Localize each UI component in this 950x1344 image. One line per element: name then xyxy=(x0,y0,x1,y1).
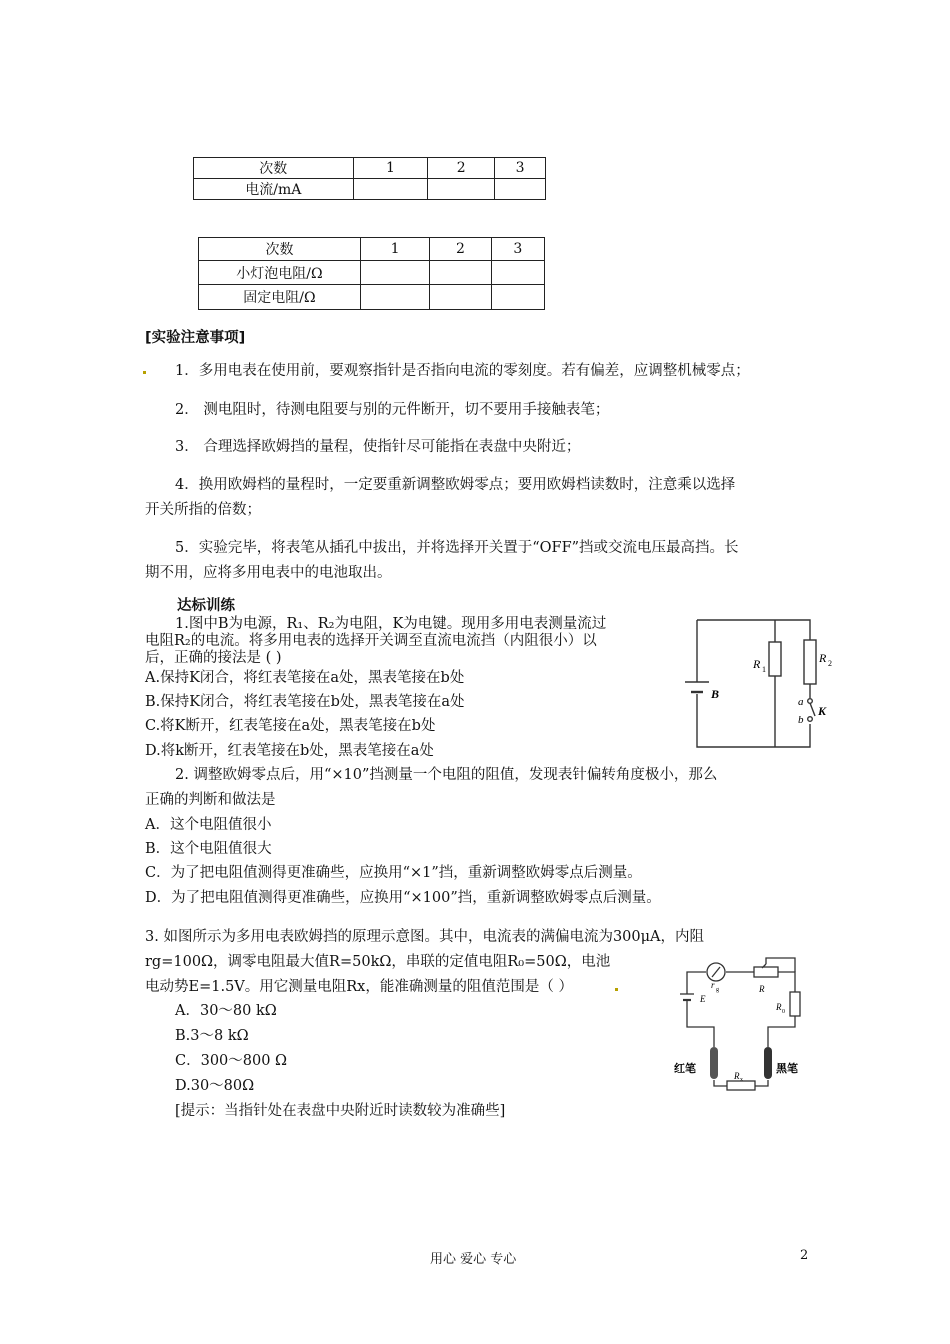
row-label: 电流/mA xyxy=(194,179,354,200)
table-cell xyxy=(430,261,491,285)
option-d: D.将k断开，红表笔接在b处，黑表笔接在a处 xyxy=(145,743,434,759)
hint: [提示：当指针处在表盘中央附近时读数较为准确些] xyxy=(175,1103,506,1119)
note-item: 2． 测电阻时，待测电阻要与别的元件断开，切不要用手接触表笔； xyxy=(175,402,610,418)
label-rg: r xyxy=(711,980,715,990)
footer-text: 用心 爱心 专心 xyxy=(430,1252,517,1267)
label-a: a xyxy=(798,696,804,708)
table-cell xyxy=(353,179,428,200)
table-cell xyxy=(491,261,544,285)
row-label: 固定电阻/Ω xyxy=(199,285,361,310)
marker-dot xyxy=(143,371,146,374)
question-1-line: 后，正确的接法是 ( ) xyxy=(145,650,282,666)
table-row xyxy=(199,238,545,261)
option-b: B.保持K闭合，将红表笔接在b处，黑表笔接在a处 xyxy=(145,694,465,710)
table-cell xyxy=(491,285,544,310)
table-header: 1 xyxy=(353,158,428,179)
label-r2-sub: 2 xyxy=(828,659,832,668)
option-b: B．这个电阻值很大 xyxy=(145,841,272,857)
option-b: B.3～8 kΩ xyxy=(175,1028,249,1044)
table-header: 次数 xyxy=(199,238,361,261)
label-r1: R xyxy=(753,657,761,671)
note-item: 期不用，应将多用电表中的电池取出。 xyxy=(145,565,392,581)
option-d: D.30～80Ω xyxy=(175,1078,255,1094)
row-label: 小灯泡电阻/Ω xyxy=(199,261,361,285)
label-k: K xyxy=(818,704,827,718)
note-item: 4．换用欧姆档的量程时，一定要重新调整欧姆零点；要用欧姆档读数时，注意乘以选择 xyxy=(175,477,736,493)
table-header: 次数 xyxy=(194,158,354,179)
option-a: A．这个电阻值很小 xyxy=(145,817,272,833)
question-3-line: 3. 如图所示为多用电表欧姆挡的原理示意图。其中，电流表的满偏电流为300μA，内阻 xyxy=(145,929,705,945)
label-rx-sub: x xyxy=(740,1077,743,1083)
page-number: 2 xyxy=(800,1248,809,1263)
table-cell xyxy=(430,285,491,310)
table-header: 2 xyxy=(430,238,491,261)
question-2-line: 正确的判断和做法是 xyxy=(145,792,276,808)
question-2-line: 2. 调整欧姆零点后，用“×10”挡测量一个电阻的阻值，发现表针偏转角度极小，那么 xyxy=(175,767,718,783)
question-3-line: 电动势E=1.5V。用它测量电阻Rx，能准确测量的阻值范围是（ ） xyxy=(145,979,573,995)
question-1-line: 1.图中B为电源，R₁、R₂为电阻，K为电键。现用多用电表测量流过 xyxy=(175,616,607,632)
note-item: 5．实验完毕，将表笔从插孔中拔出，并将选择开关置于“OFF”挡或交流电压最高挡。长 xyxy=(175,540,739,556)
table-cell xyxy=(360,261,429,285)
table-cell xyxy=(428,179,495,200)
table-header: 1 xyxy=(360,238,429,261)
label-r: R xyxy=(759,984,765,994)
ohmmeter-diagram-q3 xyxy=(672,952,812,1092)
option-a: A.保持K闭合，将红表笔接在a处，黑表笔接在b处 xyxy=(145,670,465,686)
table-row xyxy=(194,179,546,200)
note-item: 1．多用电表在使用前，要观察指针是否指向电流的零刻度。若有偏差，应调整机械零点； xyxy=(175,363,750,379)
question-3-line: rg=100Ω，调零电阻最大值R=50kΩ，串联的定值电阻R₀=50Ω，电池 xyxy=(145,954,611,970)
table-header: 3 xyxy=(491,238,544,261)
question-1-line: 电阻R₂的电流。将多用电表的选择开关调至直流电流挡（内阻很小）以 xyxy=(145,633,597,649)
label-r2: R xyxy=(819,651,827,665)
option-c: C.将K断开，红表笔接在a处，黑表笔接在b处 xyxy=(145,718,436,734)
table-cell xyxy=(360,285,429,310)
table-row xyxy=(194,158,546,179)
current-table xyxy=(193,157,546,200)
label-b-point: b xyxy=(798,714,804,726)
option-d: D．为了把电阻值测得更准确些，应换用“×100”挡，重新调整欧姆零点后测量。 xyxy=(145,890,661,906)
option-a: A．30～80 kΩ xyxy=(175,1003,277,1019)
label-rg-sub: g xyxy=(716,987,719,993)
table-cell xyxy=(495,179,546,200)
resistance-table xyxy=(198,237,545,310)
option-c: C．为了把电阻值测得更准确些，应换用“×1”挡，重新调整欧姆零点后测量。 xyxy=(145,865,642,881)
label-b: B xyxy=(711,687,720,701)
label-rx: R xyxy=(734,1071,740,1081)
training-heading: 达标训练 xyxy=(177,598,235,614)
option-c: C．300～800 Ω xyxy=(175,1053,288,1069)
note-item: 开关所指的倍数； xyxy=(145,502,261,518)
circuit-diagram-q1 xyxy=(680,612,840,752)
label-r0: R xyxy=(776,1002,782,1012)
label-e: E xyxy=(700,994,706,1004)
table-header: 3 xyxy=(495,158,546,179)
label-r1-sub: 1 xyxy=(762,665,766,674)
label-r0-sub: 0 xyxy=(782,1009,785,1015)
table-row xyxy=(199,261,545,285)
table-header: 2 xyxy=(428,158,495,179)
table-row xyxy=(199,285,545,310)
label-black-probe: 黑笔 xyxy=(776,1063,798,1075)
note-item: 3． 合理选择欧姆挡的量程，使指针尽可能指在表盘中央附近； xyxy=(175,439,581,455)
marker-dot xyxy=(615,988,618,991)
label-red-probe: 红笔 xyxy=(674,1063,696,1075)
notes-heading: [实验注意事项] xyxy=(145,330,246,346)
